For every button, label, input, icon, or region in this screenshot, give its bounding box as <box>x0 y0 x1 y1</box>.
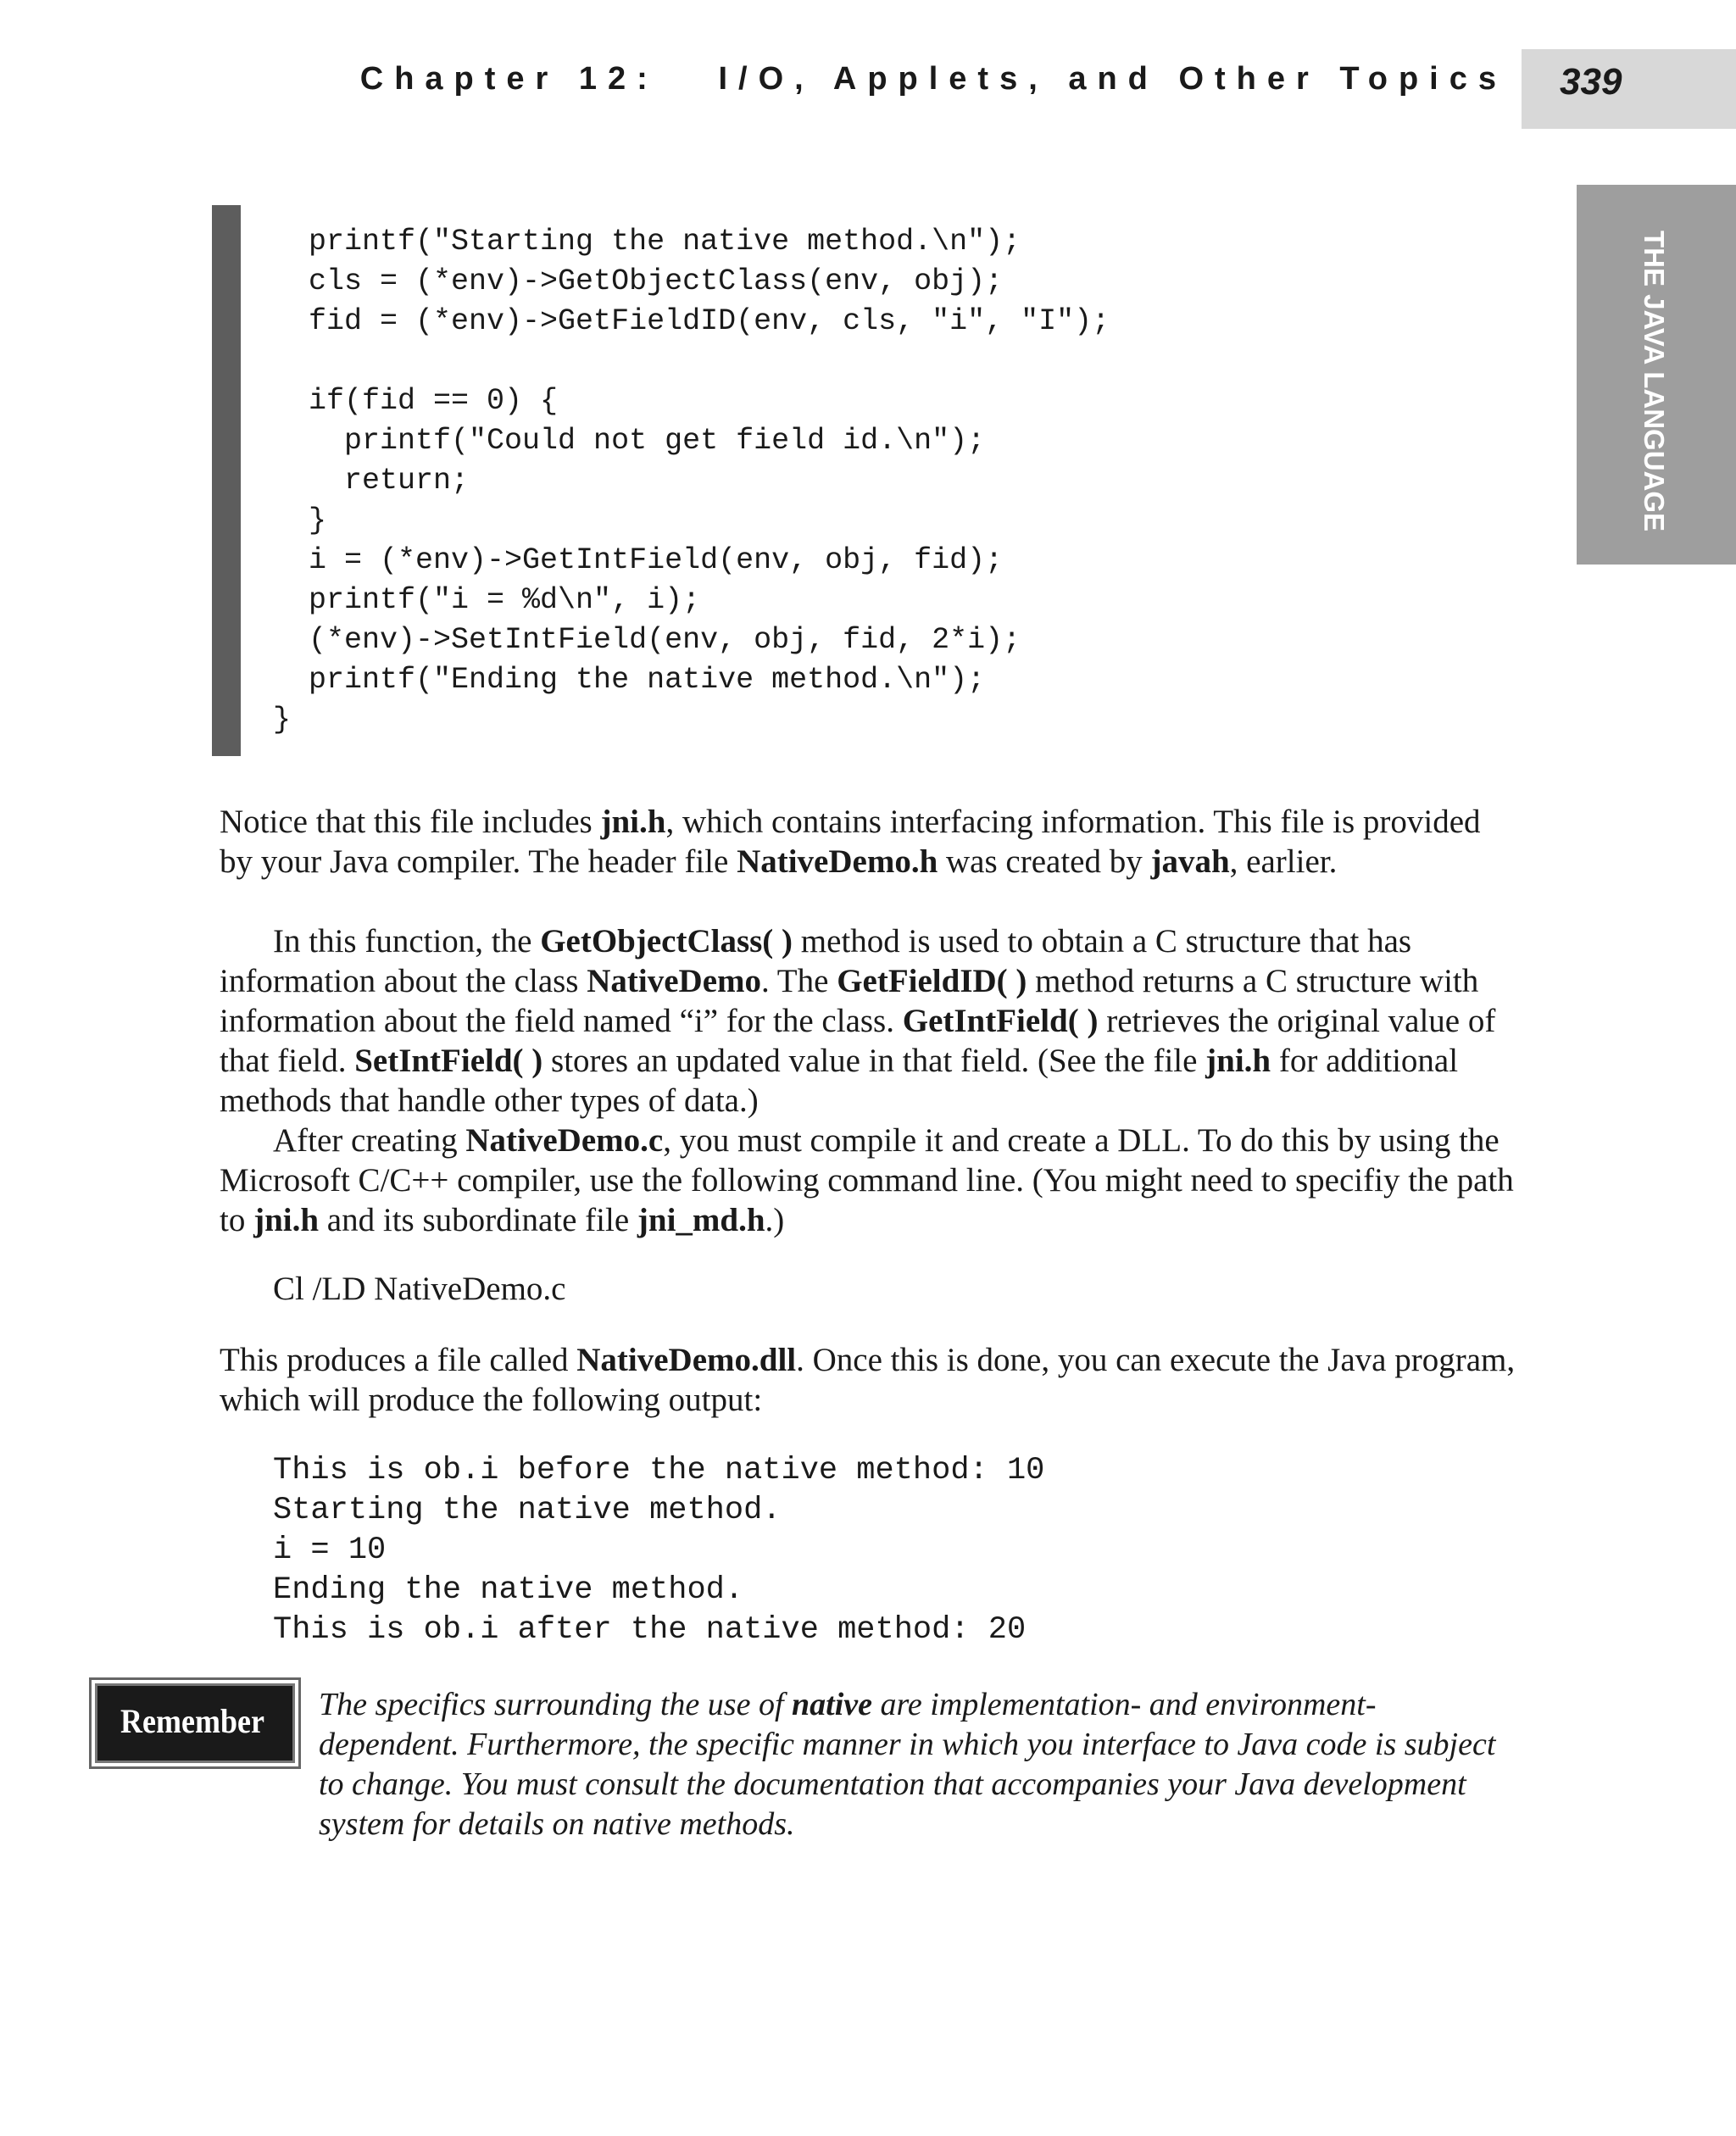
paragraph-jni-header: Notice that this file includes jni.h, which contains interfacing information. This file is provided by your Java compiler. The header file NativeDemo.h was created by javah, earlier. <box>220 804 1481 880</box>
paragraph-dll-output: This produces a file called NativeDemo.dll. Once this is done, you can execute the Java program, which will produce the following output: <box>220 1342 1516 1418</box>
remember-label: Remember <box>120 1701 264 1740</box>
code-listing: printf("Starting the native method.\n"); cls = (*env)->GetObjectClass(env, obj); fid = (*env)->GetFieldID(env, cls, "i", "I"); if(fid == 0) { printf("Could not get field id.\n"); return; } i = (*env)->GetIntField(env, obj, fid); printf("i = %d\n", i); (*env)->SetIntField(env, obj, fid, 2*i); printf("Ending the native method.\n"); } <box>273 225 1110 737</box>
section-side-tab-label: THE JAVA LANGUAGE <box>1639 231 1670 532</box>
program-output-listing: This is ob.i before the native method: 10 Starting the native method. i = 10 Ending the native method. This is ob.i after the native method: 20 <box>273 1453 1045 1648</box>
body-text-block <box>220 921 1516 1240</box>
page-number-tab <box>1522 49 1736 129</box>
remember-note: The specifics surrounding the use of native are implementation- and environment-dependent. Furthermore, the specific manner in which you interface to Java code is subject to change. You must consult the documentation that accompanies your Java development system for details on native methods. <box>319 1687 1496 1842</box>
code-margin-bar <box>212 205 241 756</box>
running-head: Chapter 12: I/O, Applets, and Other Topics <box>359 61 1507 97</box>
paragraph-function-explanation: In this function, the GetObjectClass( ) method is used to obtain a C structure that has information about the class NativeDemo. The GetFieldID( ) method returns a C structure with information about the field named “i” for the class. GetIntField( ) retrieves the original value of that field. SetIntField( ) stores an updated value in that field. (See the file jni.h for additional methods that handle other types of data.) <box>220 923 1496 1119</box>
command-line: Cl /LD NativeDemo.c <box>273 1271 566 1307</box>
page-number: 339 <box>1560 61 1622 103</box>
paragraph-compile-dll: After creating NativeDemo.c, you must compile it and create a DLL. To do this by using the Microsoft C/C++ compiler, use the following command line. (You might need to specifiy the path to jni.h and its subordinate file jni_md.h.) <box>220 1122 1514 1238</box>
